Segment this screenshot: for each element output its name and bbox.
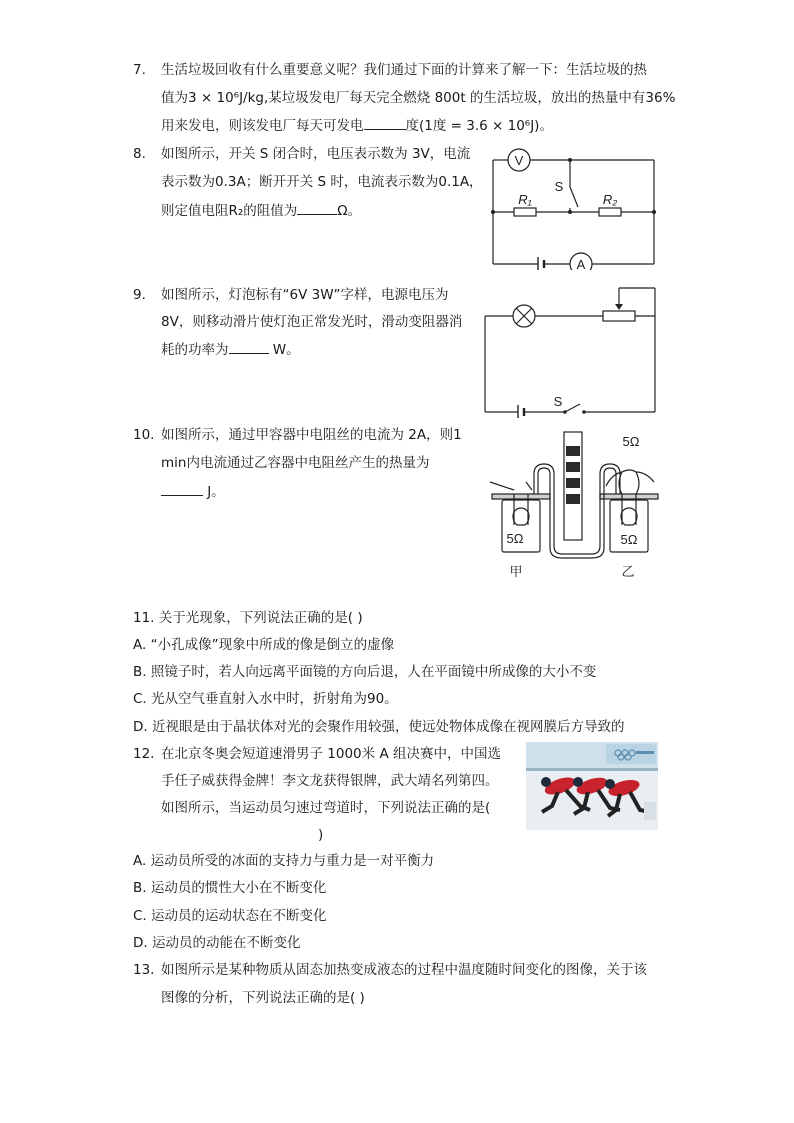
q7-line-2: 值为3 × 10⁶J/kg,某垃圾发电厂每天完全燃烧 800t 的生活垃圾，放出的热量中有36%: [161, 90, 676, 106]
q7-line-3-end: 度(1度 = 3.6 × 10⁶J)。: [405, 118, 553, 134]
ammeter-symbol: [570, 253, 592, 270]
q10-line-3: [161, 481, 225, 502]
q10-number: 10.: [133, 427, 155, 443]
resistor-label-top: 5Ω: [622, 434, 640, 449]
q9-number: 9.: [133, 287, 146, 303]
q9-line-1: 如图所示，灯泡标有“6V 3W”字样，电源电压为: [161, 287, 449, 303]
q12-option-a[interactable]: A. 运动员所受的冰面的支持力与重力是一对平衡力: [133, 853, 435, 869]
q10-line-1: 如图所示，通过甲容器中电阻丝的电流为 2A，则1: [161, 427, 462, 443]
q13-line-2: 图像的分析，下列说法正确的是( ): [161, 990, 365, 1006]
resistor-label-left: 5Ω: [506, 531, 524, 546]
svg-text:V: V: [514, 153, 524, 168]
q11-option-d[interactable]: D. 近视眼是由于晶状体对光的会聚作用较强，使远处物体成像在视网膜后方导致的: [133, 719, 625, 735]
q11-option-a[interactable]: A. “小孔成像”现象中所成的像是倒立的虚像: [133, 637, 395, 653]
switch-label: S: [553, 394, 563, 409]
q13-number: 13.: [133, 962, 155, 978]
lamp-symbol: [513, 305, 535, 327]
container-label-yi: 乙: [621, 564, 635, 579]
q8-line-1: 如图所示，开关 S 闭合时，电压表示数为 3V，电流: [161, 146, 471, 162]
q9-line-3-start: 耗的功率为: [161, 342, 229, 358]
q10-line-3-end: J。: [203, 484, 225, 500]
q9-line-3: [161, 339, 300, 360]
switch-label: S: [554, 179, 564, 194]
q13-line-1: 如图所示是某种物质从固态加热变成液态的过程中温度随时间变化的图像，关于该: [161, 962, 647, 978]
q9-answer-blank[interactable]: [229, 339, 269, 354]
q10-joule-heating-apparatus: [486, 428, 664, 588]
q12-line-3: 如图所示，当运动员匀速过弯道时，下列说法正确的是(: [161, 800, 491, 816]
q8-line-2: 表示数为0.3A；断开开关 S 时，电流表示数为0.1A，: [161, 174, 483, 190]
q10-answer-blank[interactable]: [161, 481, 203, 496]
q7-line-3: [161, 115, 553, 136]
q7-number: 7.: [133, 62, 146, 78]
voltmeter-symbol: [508, 149, 530, 171]
q12-option-d[interactable]: D. 运动员的动能在不断变化: [133, 935, 301, 951]
q12-line-1: 在北京冬奥会短道速滑男子 1000米 A 组决赛中，中国选: [161, 746, 501, 762]
resistor-label-right: 5Ω: [620, 532, 638, 547]
q12-option-c[interactable]: C. 运动员的运动状态在不断变化: [133, 908, 327, 924]
svg-text:R₂: R₂: [602, 192, 618, 207]
q12-line-4: ): [318, 827, 324, 843]
q8-answer-blank[interactable]: [297, 200, 337, 215]
resistor-r1-symbol: [514, 192, 536, 216]
q9-line-3-end: W。: [268, 342, 300, 358]
svg-text:R₁: R₁: [518, 192, 532, 207]
q7-answer-blank[interactable]: [364, 115, 406, 130]
q8-line-3-start: 则定值电阻R₂的阻值为: [161, 203, 298, 219]
q9-circuit-diagram: [480, 282, 662, 418]
container-label-jia: 甲: [509, 564, 523, 579]
q11-option-c[interactable]: C. 光从空气垂直射入水中时，折射角为90。: [133, 691, 398, 707]
q7-line-3-start: 用来发电，则该发电厂每天可发电: [161, 118, 364, 134]
q12-number: 12.: [133, 746, 155, 762]
resistor-r2-symbol: [599, 192, 621, 216]
speed-skating-photo: [526, 742, 658, 830]
q11-stem: 11. 关于光现象，下列说法正确的是( ): [133, 610, 363, 626]
q12-option-b[interactable]: B. 运动员的惯性大小在不断变化: [133, 880, 327, 896]
svg-text:A: A: [576, 257, 586, 270]
rheostat-symbol: [603, 311, 635, 321]
q8-line-3: [161, 200, 361, 221]
q9-line-2: 8V，则移动滑片使灯泡正常发光时，滑动变阻器消: [161, 314, 463, 330]
q8-circuit-diagram: [486, 145, 661, 270]
q10-line-2: min内电流通过乙容器中电阻丝产生的热量为: [161, 455, 430, 471]
q8-number: 8.: [133, 146, 146, 162]
q11-option-b[interactable]: B. 照镜子时，若人向远离平面镜的方向后退，人在平面镜中所成像的大小不变: [133, 664, 597, 680]
q12-line-2: 手任子威获得金牌！李文龙获得银牌，武大靖名列第四。: [161, 773, 499, 789]
q8-line-3-end: Ω。: [337, 203, 362, 219]
q7-line-1: 生活垃圾回收有什么重要意义呢？我们通过下面的计算来了解一下：生活垃圾的热: [161, 62, 647, 78]
